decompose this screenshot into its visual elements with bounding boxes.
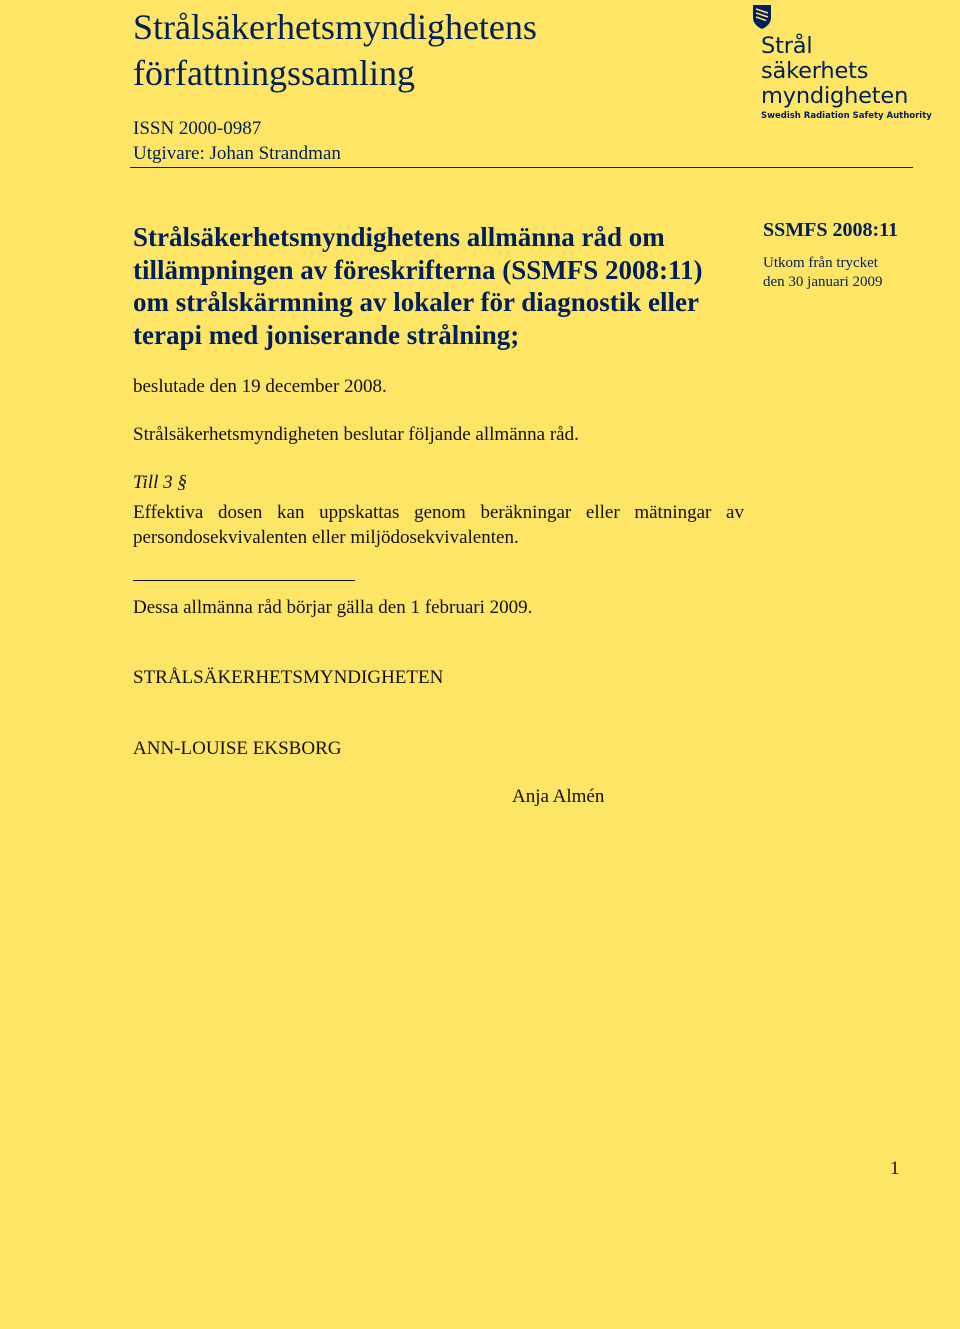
series-title — [133, 4, 537, 96]
footnote-divider — [133, 580, 355, 581]
title-line-1: Strålsäkerhetsmyndighetens allmänna råd om — [133, 222, 665, 252]
title-line-2: tillämpningen av föreskrifterna (SSMFS 2008:11) — [133, 254, 703, 285]
page-number: 1 — [890, 1158, 900, 1179]
published-line-1: Utkom från trycket — [763, 255, 878, 271]
title-line-4: terapi med joniserande strålning; — [133, 319, 520, 350]
body-line-1: Effektiva dosen kan uppskattas genom beräkningar eller mätningar av — [133, 502, 744, 523]
decision-date: beslutade den 19 december 2008. — [133, 376, 387, 397]
series-title-line-1: Strålsäkerhetsmyndighetens — [133, 7, 537, 47]
intro-paragraph: Strålsäkerhetsmyndigheten beslutar följande allmänna råd. — [133, 424, 579, 445]
validity-statement: Dessa allmänna råd börjar gälla den 1 februari 2009. — [133, 597, 533, 618]
logo-subtitle: Swedish Radiation Safety Authority — [761, 111, 932, 121]
header-divider — [130, 167, 913, 168]
logo-line-1: Strål — [761, 33, 813, 59]
series-title-line-2: författningssamling — [133, 53, 415, 93]
publication-date — [763, 254, 883, 292]
logo-wordmark — [761, 34, 908, 109]
signatory-primary: ANN-LOUISE EKSBORG — [133, 738, 342, 759]
publisher: Utgivare: Johan Strandman — [133, 143, 341, 164]
body-paragraph — [133, 500, 744, 550]
shield-icon — [752, 4, 772, 30]
document-title — [133, 221, 763, 351]
reference-number: SSMFS 2008:11 — [763, 219, 899, 241]
logo-line-3: myndigheten — [761, 83, 909, 109]
logo-line-2: säkerhets — [761, 58, 869, 84]
published-line-2: den 30 januari 2009 — [763, 274, 883, 290]
authority-name: STRÅLSÄKERHETSMYNDIGHETEN — [133, 667, 444, 688]
signatory-secondary: Anja Almén — [512, 786, 605, 807]
body-line-2: persondosekvivalenten eller miljödosekvivalenten. — [133, 527, 519, 548]
section-heading: Till 3 § — [133, 472, 187, 493]
agency-logo — [752, 4, 932, 124]
publication-meta — [133, 116, 341, 166]
title-line-3: om strålskärmning av lokaler för diagnostik eller — [133, 287, 699, 317]
issn: ISSN 2000-0987 — [133, 118, 262, 139]
